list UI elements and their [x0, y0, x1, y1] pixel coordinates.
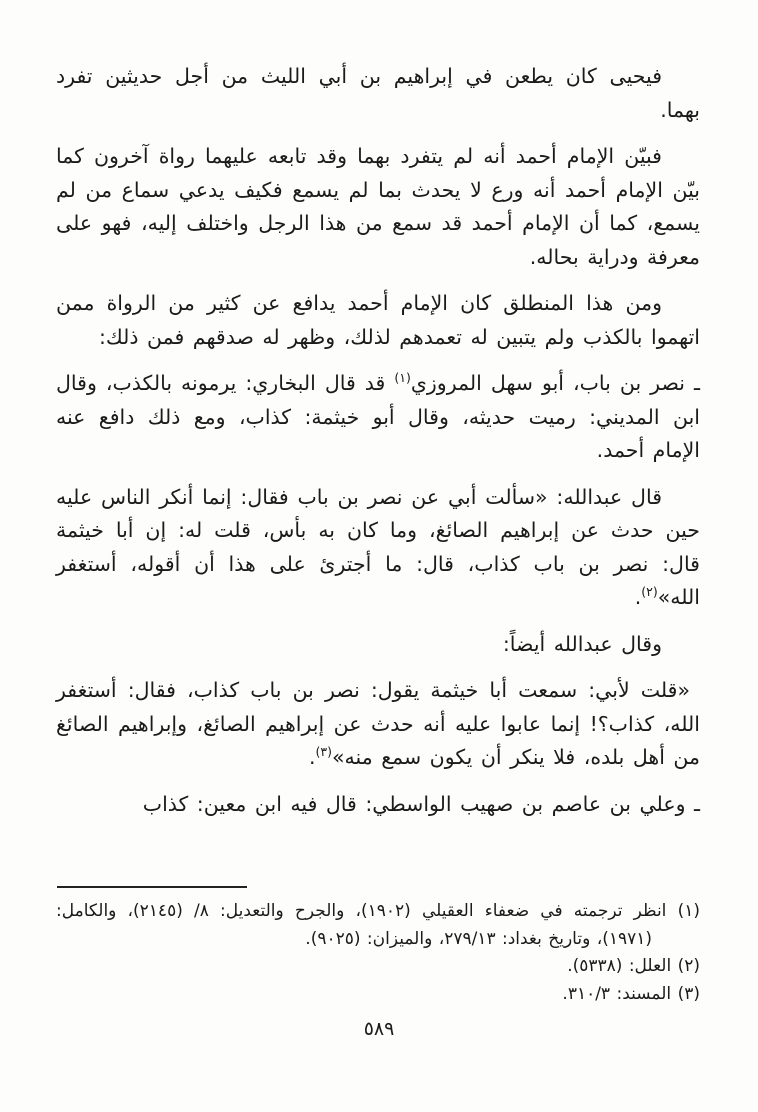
- footnote-ref: (٢): [641, 584, 658, 600]
- paragraph-4: [56, 367, 700, 468]
- footnote-ref: (١): [394, 370, 411, 386]
- footnote-marker: (٢): [677, 956, 700, 976]
- footnote-ref: (٣): [315, 744, 333, 760]
- footnote-marker: (١): [677, 901, 700, 921]
- paragraph-7: [56, 674, 700, 775]
- text-run: وقال عبدالله أيضاً:: [502, 631, 662, 656]
- paragraph-8: [56, 788, 700, 822]
- text-run: فبيّن الإمام أحمد أنه لم يتفرد بهما وقد تابعه عليهما رواة آخرون كما بيّن الإمام أحمد أنه ورع لا يحدث بما لم يسمع فكيف يدعي سماع من لم يسمع، كما أن الإمام أحمد قد سمع من هذا الرجل واختلف إليه، فهو على معرفة ودراية بحاله.: [56, 144, 700, 269]
- footnote-text: انظر ترجمته في ضعفاء العقيلي (١٩٠٢)، والجرح والتعديل: ٨/ (٢١٤٥)، والكامل: (١٩٧١)، وتاريخ بغداد: ٢٧٩/١٣، والميزان: (٩٠٢٥).: [56, 901, 678, 949]
- text-run: ـ نصر بن باب، أبو سهل المروزي: [410, 371, 700, 395]
- footnote-marker: (٣): [677, 983, 700, 1004]
- footnote-separator: [57, 886, 247, 888]
- text-run: .: [308, 745, 316, 769]
- footnote-1: [56, 898, 700, 953]
- footnote-2: [56, 953, 700, 981]
- page-number: ٥٨٩: [363, 1018, 395, 1040]
- footnote-text: العلل: (٥٣٣٨).: [567, 956, 678, 976]
- paragraph-1: [56, 60, 700, 127]
- paragraph-5: [56, 481, 700, 615]
- text-run: .: [634, 585, 642, 609]
- text-run: قال عبدالله: «سألت أبي عن نصر بن باب فقال: إنما أنكر الناس عليه حين حدث عن إبراهيم الصائغ، وما كان به بأس، قلت له: إن أبا خيثمة قال: نصر بن باب كذاب، قال: ما أجترئ على هذا أن أقوله، أستغفر الله»: [56, 484, 700, 609]
- text-run: ومن هذا المنطلق كان الإمام أحمد يدافع عن كثير من الرواة ممن اتهموا بالكذب ولم يتبين له تعمدهم لذلك، وظهر له صدقهم فمن ذلك:: [56, 291, 700, 349]
- text-run: ـ وعلي بن عاصم بن صهيب الواسطي: قال فيه ابن معين: كذاب: [142, 791, 700, 816]
- document-body: [56, 60, 700, 834]
- paragraph-2: [56, 140, 700, 274]
- text-run: قد قال البخاري: يرمونه بالكذب، وقال ابن المديني: رميت حديثه، وقال أبو خيثمة: كذاب، ومع ذلك دافع عنه الإمام أحمد.: [56, 371, 700, 462]
- footnotes: [56, 898, 700, 1008]
- footnote-3: [56, 981, 700, 1009]
- paragraph-6: [56, 628, 700, 662]
- paragraph-3: [56, 287, 700, 354]
- footnote-text: المسند: ٣١٠/٣.: [562, 983, 678, 1004]
- text-run: «قلت لأبي: سمعت أبا خيثمة يقول: نصر بن باب كذاب، فقال: أستغفر الله، كذاب؟! إنما عابوا عليه أنه حدث عن إبراهيم الصائغ، وإبراهيم الصائغ من أهل بلده، فلا ينكر أن يكون سمع منه»: [56, 678, 700, 769]
- text-run: فيحيى كان يطعن في إبراهيم بن أبي الليث من أجل حديثين تفرد بهما.: [56, 64, 700, 122]
